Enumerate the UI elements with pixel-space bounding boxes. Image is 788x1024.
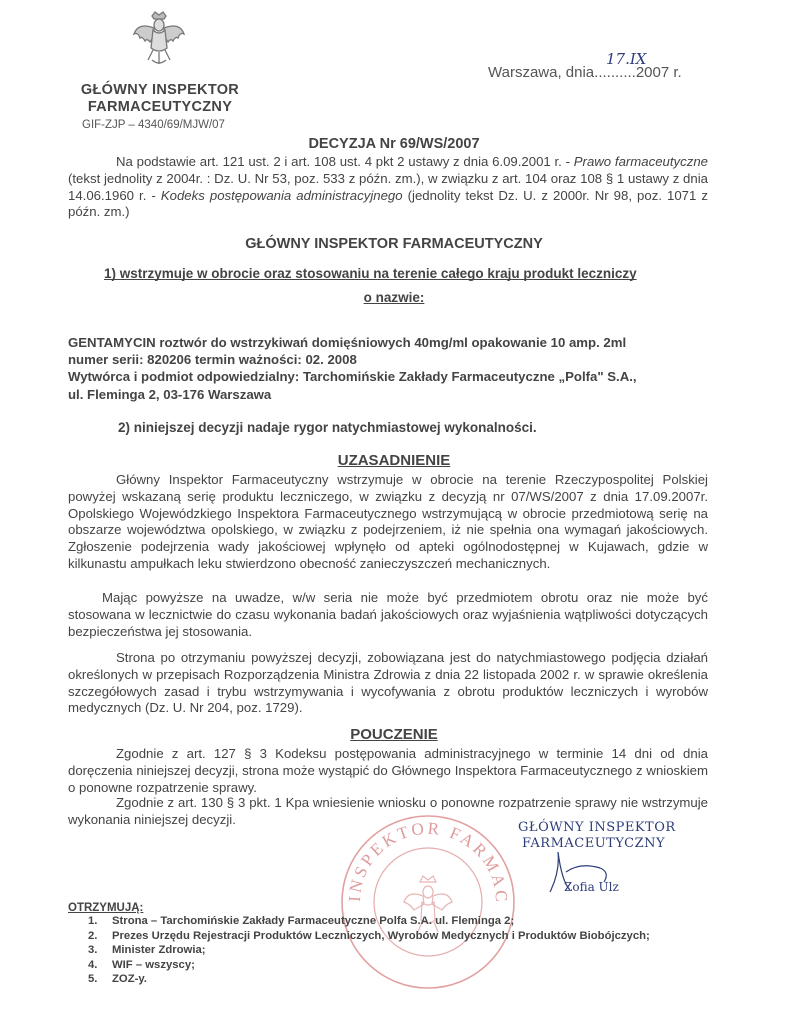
date-suffix: 2007 r. (635, 64, 682, 81)
date-prefix: Warszawa, dnia (488, 64, 595, 81)
legal-basis-part-3: (jednolity tekst Dz. U. z 2000r. Nr 98, poz. 1071 z późn. zm.) (68, 187, 708, 220)
date-dots: .......... (594, 64, 636, 81)
distribution-heading: OTRZYMUJĄ: (68, 902, 144, 914)
point-2: 2) niniejszej decyzji nadaje rygor natychmiastowej wykonalności. (118, 420, 537, 435)
distribution-list (88, 914, 650, 987)
legal-basis-italic-1: Prawo farmaceutyczne (573, 154, 708, 169)
authority-heading: GŁÓWNY INSPEKTOR FARMACEUTYCZNY (245, 236, 543, 252)
justification-heading: UZASADNIENIE (337, 452, 451, 469)
reference-number: GIF-ZJP – 4340/69/MJW/07 (82, 119, 225, 131)
product-block (68, 334, 637, 403)
instruction-heading: POUCZENIE (350, 726, 438, 743)
product-address: ul. Fleminga 2, 03-176 Warszawa (68, 386, 272, 402)
product-name: GENTAMYCIN roztwór do wstrzykiwań domięśniowych 40mg/ml opakowanie 10 amp. 2ml (68, 335, 627, 350)
distribution-item: 1. Strona – Tarchomińskie Zakłady Farmaceutyczne Polfa S.A. ul. Fleminga 2; (88, 915, 515, 927)
signatory-name: Zofia Ulz (564, 880, 619, 894)
point-1-line-2: o nazwie: (363, 290, 425, 305)
legal-basis-part-2: (tekst jednolity z 2004r. : Dz. U. Nr 53, poz. 533 z późn. zm.), w związku z art. 104 oraz 108 § 1 ustawy z dnia 14.06.1960 r. - (68, 170, 708, 203)
legal-basis-part-1: Na podstawie art. 121 ust. 2 i art. 108 ust. 4 pkt 2 ustawy z dnia 6.09.2001 r. - (116, 154, 574, 169)
instruction-paragraph-2: Zgodnie z art. 130 § 3 pkt. 1 Kpa wniesienie wniosku o ponowne rozpatrzenie sprawy nie wstrzymuje wykonania niniejszej decyzji. (68, 795, 708, 827)
issuer-line-2: FARMACEUTYCZNY (87, 99, 233, 115)
product-batch: numer serii: 820206 termin ważności: 02. 2008 (68, 352, 357, 368)
issuer-line-1: GŁÓWNY INSPEKTOR (80, 82, 240, 98)
decision-title: DECYZJA Nr 69/WS/2007 (308, 136, 480, 152)
date-handwritten: 17.IX (606, 50, 647, 68)
distribution-item: 2. Prezes Urzędu Rejestracji Produktów Leczniczych, Wyrobów Medycznych i Produktów Biobójczych; (88, 929, 650, 942)
signature-line-1: GŁÓWNY INSPEKTOR (518, 820, 676, 835)
instruction-paragraph-1: Zgodnie z art. 127 § 3 Kodeksu postępowania administracyjnego w terminie 14 dni od dnia doręczenia niniejszej decyzji, strona może wystąpić do Głównego Inspektora Farmaceutycznego z wnioskiem o ponowne rozpatrzenie sprawy. (68, 746, 708, 795)
legal-basis-italic-2: Kodeks postępowania administracyjnego (160, 187, 403, 203)
product-manufacturer: Wytwórca i podmiot odpowiedzialny: Tarchomińskie Zakłady Farmaceutyczne „Polfa" S.A., (68, 369, 637, 385)
signature-line-2: FARMACEUTYCZNY (522, 836, 666, 851)
justification-paragraph-2: Mając powyższe na uwadze, w/w seria nie może być przedmiotem obrotu oraz nie może być stosowana w lecznictwie do czasu wykonania badań jakościowych oraz wyjaśnienia wątpliwości dotyczących bezpieczeństwa jej stosowania. (68, 590, 708, 639)
distribution-item: 4. WIF – wszyscy; (88, 958, 195, 971)
justification-paragraph-3: Strona po otrzymaniu powyższej decyzji, zobowiązana jest do natychmiastowego podjęcia działań określonych w przepisach Rozporządzenia Ministra Zdrowia z dnia 22 listopada 2002 r. w sprawie określenia szczegółowych zasad i trybu wstrzymywania i wycofywania z obrotu produktów leczniczych i wyrobów medycznych (Dz. U. Nr 204, poz. 1729). (68, 650, 708, 716)
stamp-text: INSPEKTOR FARMAC (344, 818, 512, 906)
point-1-text: 1) wstrzymuje w obrocie oraz stosowaniu na terenie całego kraju produkt leczniczy (104, 266, 637, 281)
legal-basis-paragraph (68, 154, 708, 221)
issuer-block (60, 82, 260, 116)
distribution-item: 3. Minister Zdrowia; (88, 944, 206, 957)
point-1-line-1 (104, 266, 637, 281)
polish-eagle-emblem (128, 8, 190, 70)
date-line (488, 50, 682, 81)
distribution-item: 5. ZOZ-y. (88, 973, 147, 986)
justification-paragraph-1: Główny Inspektor Farmaceutyczny wstrzymuje w obrocie na terenie Rzeczypospolitej Polskiej powyżej wskazaną serię produktu leczniczego, w związku z decyzją nr 07/WS/2007 z dnia 17.09.2007r. Opolskiego Wojewódzkiego Inspektora Farmaceutycznego wstrzymującą w obrocie przedmiotową serię na obszarze województwa opolskiego, w związku z podejrzeniem, iż nie spełnia ona wymagań jakościowych. Zgłoszenie podejrzenia wady jakościowej wpłynęło od apteki ogólnodostępnej w Kujawach, gdzie w kilkunastu ampułkach leku stwierdzono obecność zanieczyszczeń mechanicznych. (68, 472, 708, 571)
